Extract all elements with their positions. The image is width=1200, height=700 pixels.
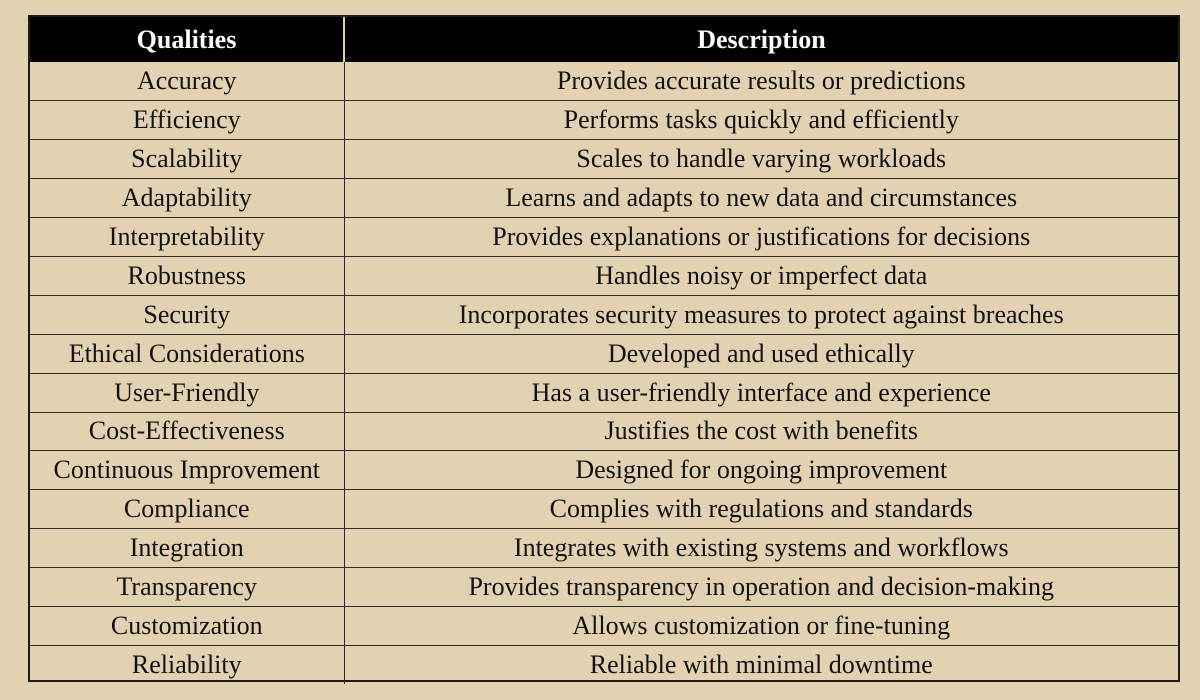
description-cell: Scales to handle varying workloads xyxy=(344,140,1178,179)
description-cell: Performs tasks quickly and efficiently xyxy=(344,101,1178,140)
description-cell: Handles noisy or imperfect data xyxy=(344,256,1178,295)
table-row xyxy=(30,451,1178,490)
header-qualities: Qualities xyxy=(30,17,344,62)
description-cell: Provides transparency in operation and decision-making xyxy=(344,568,1178,607)
quality-cell: User-Friendly xyxy=(30,373,344,412)
quality-cell: Ethical Considerations xyxy=(30,334,344,373)
table-row xyxy=(30,490,1178,529)
description-cell: Has a user-friendly interface and experience xyxy=(344,373,1178,412)
table-row xyxy=(30,62,1178,101)
table-row xyxy=(30,218,1178,257)
quality-cell: Scalability xyxy=(30,140,344,179)
table-header xyxy=(30,17,1178,62)
quality-cell: Efficiency xyxy=(30,101,344,140)
table-row xyxy=(30,373,1178,412)
qualities-table-container xyxy=(28,15,1180,682)
description-cell: Learns and adapts to new data and circumstances xyxy=(344,179,1178,218)
description-cell: Provides explanations or justifications for decisions xyxy=(344,218,1178,257)
description-cell: Developed and used ethically xyxy=(344,334,1178,373)
table-row xyxy=(30,256,1178,295)
table-row xyxy=(30,529,1178,568)
description-cell: Justifies the cost with benefits xyxy=(344,412,1178,451)
description-cell: Incorporates security measures to protect against breaches xyxy=(344,295,1178,334)
table-row xyxy=(30,295,1178,334)
description-cell: Reliable with minimal downtime xyxy=(344,645,1178,684)
quality-cell: Reliability xyxy=(30,645,344,684)
quality-cell: Robustness xyxy=(30,256,344,295)
table-row xyxy=(30,412,1178,451)
quality-cell: Security xyxy=(30,295,344,334)
qualities-table xyxy=(30,17,1178,684)
table-row xyxy=(30,606,1178,645)
table-row xyxy=(30,101,1178,140)
table-row xyxy=(30,334,1178,373)
table-row xyxy=(30,568,1178,607)
quality-cell: Transparency xyxy=(30,568,344,607)
quality-cell: Adaptability xyxy=(30,179,344,218)
quality-cell: Compliance xyxy=(30,490,344,529)
description-cell: Integrates with existing systems and workflows xyxy=(344,529,1178,568)
quality-cell: Interpretability xyxy=(30,218,344,257)
header-row xyxy=(30,17,1178,62)
quality-cell: Integration xyxy=(30,529,344,568)
description-cell: Allows customization or fine-tuning xyxy=(344,606,1178,645)
table-row xyxy=(30,140,1178,179)
description-cell: Designed for ongoing improvement xyxy=(344,451,1178,490)
table-row xyxy=(30,645,1178,684)
description-cell: Complies with regulations and standards xyxy=(344,490,1178,529)
quality-cell: Customization xyxy=(30,606,344,645)
header-description: Description xyxy=(344,17,1178,62)
quality-cell: Cost-Effectiveness xyxy=(30,412,344,451)
quality-cell: Accuracy xyxy=(136,66,237,96)
table-body xyxy=(30,62,1178,684)
quality-cell: Continuous Improvement xyxy=(30,451,344,490)
table-row xyxy=(30,179,1178,218)
description-cell: Provides accurate results or predictions xyxy=(344,62,1178,101)
